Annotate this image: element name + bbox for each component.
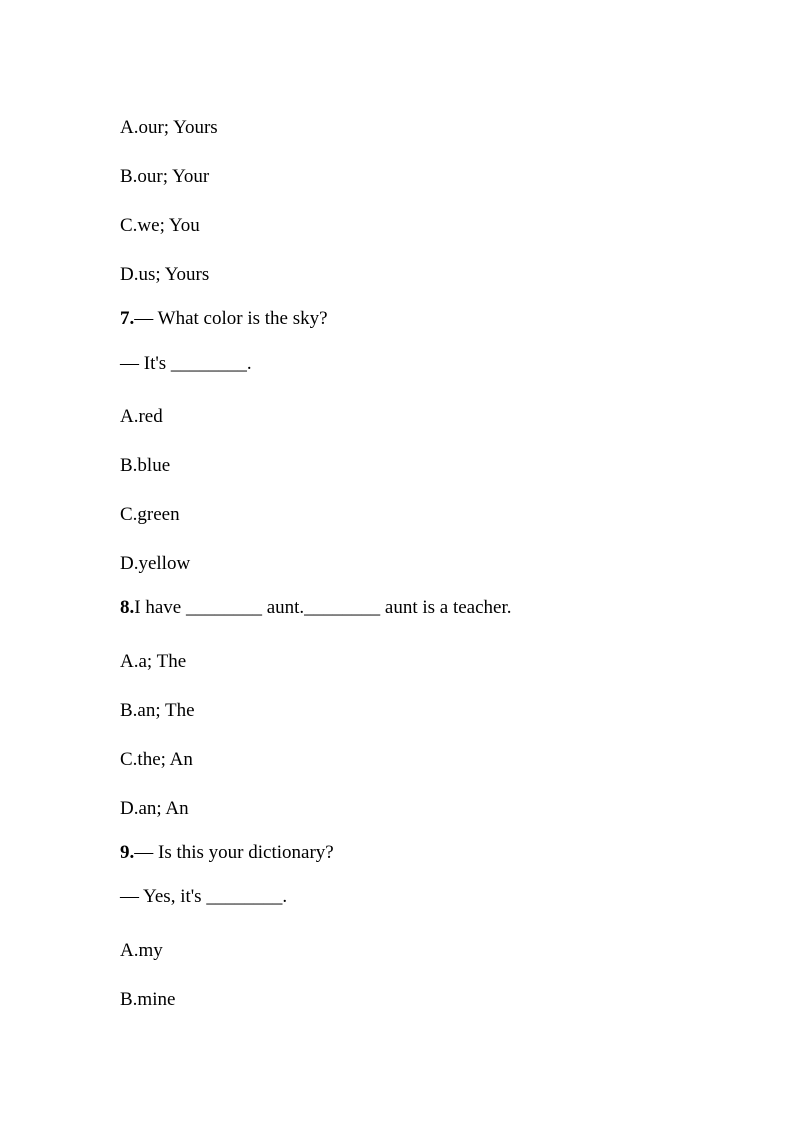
q7-option-a: A.red (120, 406, 163, 427)
q6-option-a: A.our; Yours (120, 117, 218, 138)
q7-number: 7. (120, 308, 135, 329)
q7-stem-line (120, 307, 328, 331)
q8-number: 8. (120, 597, 135, 618)
q7-stem: — What color is the sky? (134, 308, 328, 329)
q7-answer-line: — It's ________. (120, 353, 252, 374)
q9-stem: — Is this your dictionary? (134, 842, 334, 863)
q9-answer-line: — Yes, it's ________. (120, 886, 288, 907)
q9-option-a: A.my (120, 940, 163, 961)
q7-option-c: C.green (120, 504, 180, 525)
q8-option-a: A.a; The (120, 651, 187, 672)
q6-option-b: B.our; Your (120, 166, 210, 187)
q8-stem-line (120, 596, 512, 620)
q7-option-b: B.blue (120, 455, 171, 476)
q7-option-d: D.yellow (120, 553, 191, 574)
q9-option-b: B.mine (120, 989, 176, 1010)
q8-option-c: C.the; An (120, 749, 193, 770)
q6-option-c: C.we; You (120, 215, 200, 236)
q9-number: 9. (120, 842, 135, 863)
q8-stem: I have ________ aunt.________ aunt is a teacher. (134, 597, 512, 618)
q8-option-d: D.an; An (120, 798, 189, 819)
q6-option-d: D.us; Yours (120, 264, 210, 285)
q9-stem-line (120, 841, 334, 865)
q8-option-b: B.an; The (120, 700, 195, 721)
